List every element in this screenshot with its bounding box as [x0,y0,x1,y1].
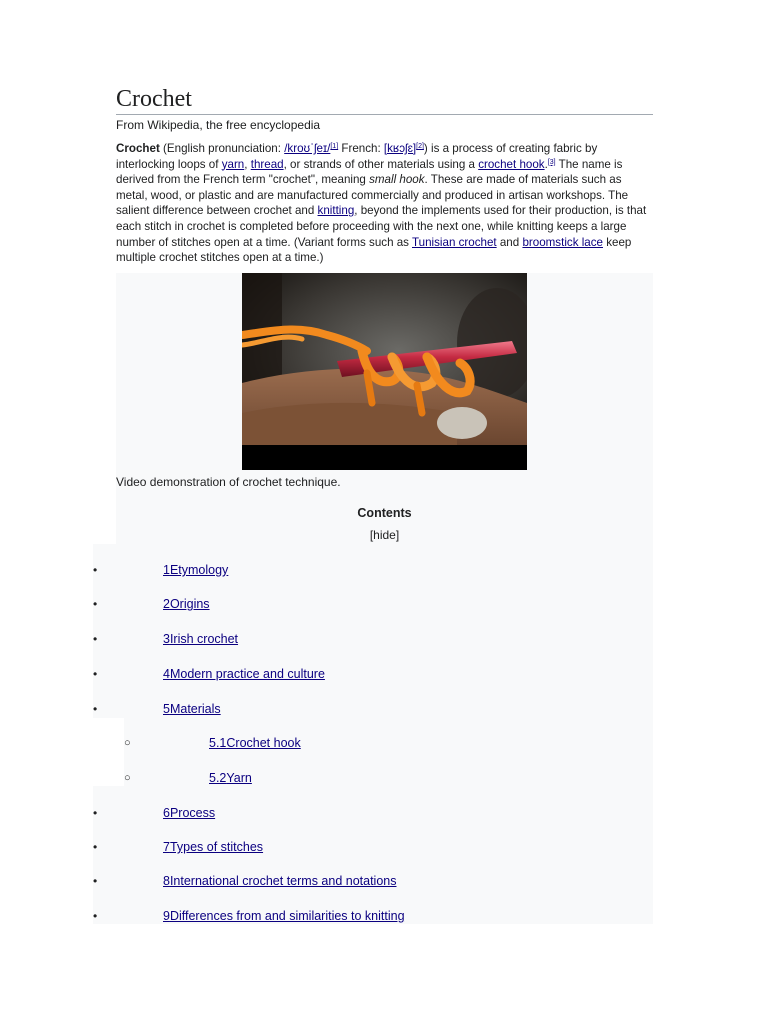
toc-subitem[interactable] [0,735,768,751]
toc-item[interactable] [0,873,768,889]
knitting-link[interactable]: knitting [317,204,355,218]
bullet-disc-icon: • [93,702,98,716]
bullet-disc-icon: • [93,874,98,888]
toc-link-etymology[interactable]: 1Etymology [163,563,229,577]
toc-item[interactable] [0,631,768,647]
bullet-disc-icon: • [93,597,98,611]
toc-item[interactable] [0,596,768,612]
bullet-disc-icon: • [93,909,98,923]
ipa-french-link[interactable]: [kʁɔʃɛ] [383,142,417,155]
bullet-disc-icon: • [93,806,98,820]
crochet-hook-link[interactable]: crochet hook [478,157,545,171]
citation-1[interactable]: [1] [330,143,339,150]
bullet-circle-icon: ○ [124,737,131,749]
yarn-link[interactable]: yarn [221,157,245,171]
intro-term: Crochet [116,142,160,155]
toc-link-types-of-stitches[interactable]: 7Types of stitches [163,840,264,854]
site-tagline: From Wikipedia, the free encyclopedia [116,118,321,132]
toc-item[interactable] [0,666,768,682]
bullet-disc-icon: • [93,840,98,854]
toc-link-materials[interactable]: 5Materials [163,702,221,716]
toc-link-crochet-hook[interactable]: 5.1Crochet hook [209,736,301,750]
intro-italic: small hook [369,173,425,187]
citation-3[interactable]: [3] [547,158,556,166]
citation-2[interactable]: [2] [416,143,424,150]
toc-link-differences-knitting[interactable]: 9Differences from and similarities to knitting [163,909,405,923]
toc-item[interactable] [0,701,768,717]
toc-item[interactable] [0,839,768,855]
crochet-video-player[interactable] [242,273,527,470]
thread-link[interactable]: thread [250,157,284,171]
toc-link-international-terms[interactable]: 8International crochet terms and notations [163,874,397,888]
toc-link-process[interactable]: 6Process [163,806,216,820]
video-frame-image [242,273,527,470]
intro-paragraph: Crochet (English pronunciation: /kroʊˈʃeɪ/[1] French: [kʁɔʃɛ][2]) is a process of creating fabric by interlocking loops of yarn, thread, or strands of other materials using a crochet hook.[3] The name is derived from the French term "crochet", meaning small hook. These are made of materials such as metal, wood, or plastic and are manufactured commercially and produced in artisan workshops. The salient difference between crochet and knitting, beyond the implements used for their production, is that each stitch in crochet is completed before proceeding with the next one, while knitting keeps a large number of stitches open at a time. (Variant forms such as Tunisian crochet and broomstick lace keep multiple crochet stitches open at a time.) [116,142,647,265]
broomstick-lace-link[interactable]: broomstick lace [522,235,603,249]
toc-link-origins[interactable]: 2Origins [163,597,210,611]
toc-item[interactable] [0,562,768,578]
toc-link-modern-practice[interactable]: 4Modern practice and culture [163,667,325,681]
toc-item[interactable] [0,805,768,821]
bullet-disc-icon: • [93,563,98,577]
bullet-circle-icon: ○ [124,772,131,784]
toc-item[interactable] [0,908,768,924]
toc-subitem[interactable] [0,770,768,786]
bullet-disc-icon: • [93,632,98,646]
bullet-disc-icon: • [93,667,98,681]
video-caption: Video demonstration of crochet technique. [116,475,341,489]
ipa-english-link[interactable]: /kroʊˈʃeɪ/ [284,142,331,155]
toc-link-yarn[interactable]: 5.2Yarn [209,771,252,785]
toc-link-irish-crochet[interactable]: 3Irish crochet [163,632,239,646]
page-title: Crochet [116,85,653,115]
toc-title: Contents [357,506,412,520]
toc-hide-toggle[interactable]: [hide] [369,528,400,542]
tunisian-crochet-link[interactable]: Tunisian crochet [412,235,497,249]
